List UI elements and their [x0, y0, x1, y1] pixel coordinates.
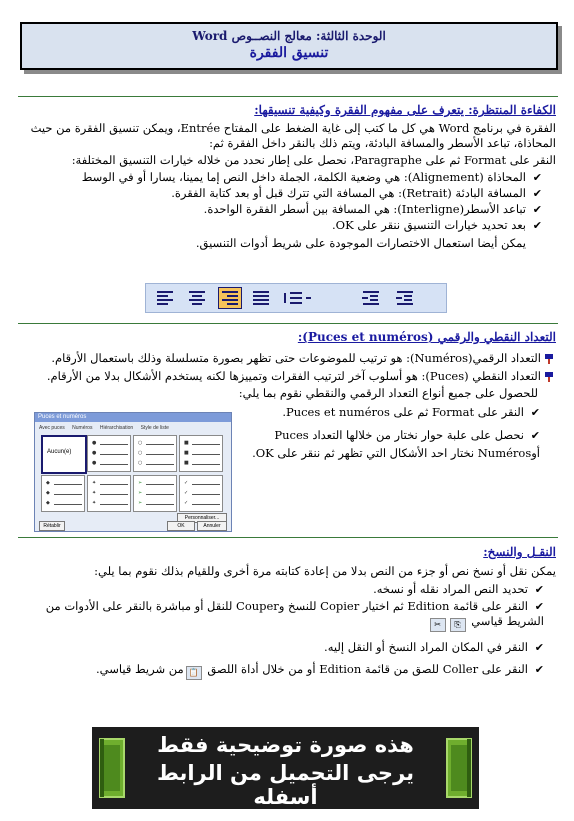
section1-para2: النقر على Format ثم على Paragraphe، نحصل على إطار نحدد من خلاله خيارات التنسيق المختلفة: — [71, 153, 556, 167]
tab-numbers[interactable]: Numéros — [72, 425, 93, 431]
list-item: ✔نحصل على علبة حوار نختار من خلالها التعداد Puces — [274, 428, 540, 442]
bullet-option-none[interactable]: Aucun(e) — [41, 435, 87, 474]
banner-text — [128, 727, 443, 809]
section1-para1: الفقرة في برنامج Word هي كل ما كتب إلى غاية الضغط على المفتاح Entrée، ويمكن تنسيق الفقرة من حيث المحاذاة، تباعد الأسطر والمسافة البادئة، ويتم ذلك بالنقر داخل الفقرة ثم: — [30, 121, 556, 150]
pin-icon — [544, 371, 554, 382]
list-item: ✔النقر على قائمة Edition ثم اختيار Copier للنسخ وCouper للنقل أو مباشرة بالنقر على الأدوات من الشريط قياسي ⎘✂ — [18, 599, 544, 632]
check-icon: ✔ — [530, 429, 540, 442]
dialog-title: Puces et numéros — [35, 413, 231, 422]
bullet-option[interactable]: ○ ○ ○ — [133, 435, 177, 472]
check-icon: ✔ — [532, 219, 542, 232]
tab-outline[interactable]: Hiérarchisation — [99, 425, 134, 431]
pin-icon — [544, 353, 554, 364]
cut-icon: ✂ — [430, 618, 446, 632]
list-item: ✔النقر على Format ثم على Puces et numéros. — [282, 405, 540, 419]
list-item: أوNuméros نختار احد الأشكال التي تظهر ثم ننقر على OK. — [252, 446, 540, 460]
list-item: ✔تباعد الأسطر(Interligne): هي المسافة بين أسطر الفقرة الواحدة. — [203, 202, 542, 216]
unit-title: الوحدة الثالثة: معالج النصــوص Word — [192, 29, 386, 43]
book-icon — [443, 735, 473, 801]
divider — [18, 323, 558, 324]
customize-button[interactable]: Personnaliser... — [177, 513, 227, 523]
list-item: ✔المحاذاة (Alignement): هي وضعية الكلمة، الجملة داخل النص إما يمينا، يسارا أو في الوسط — [81, 170, 542, 184]
section2-title: التعداد النقطي والرقمي (Puces et numéros): — [297, 330, 556, 344]
paste-icon: 📋 — [186, 666, 202, 680]
tab-list-style[interactable]: Style de liste — [140, 425, 169, 431]
section1-note: يمكن أيضا استعمال الاختصارات الموجودة على شريط أدوات التنسيق. — [195, 236, 526, 250]
list-item: ✔المسافة البادئة (Retrait): هي المسافة التي تترك قبل أو بعد كتابة الفقرة. — [171, 186, 542, 200]
section1-title: الكفاءة المنتظرة: يتعرف على مفهوم الفقرة وكيفية تنسيقها: — [254, 103, 556, 117]
title-box — [20, 22, 558, 70]
decrease-indent-icon — [360, 288, 382, 308]
dialog-tabs — [39, 425, 175, 431]
bullets-dialog — [34, 412, 232, 532]
list-item: ✔تحديد النص المراد نقله أو نسخه. — [373, 582, 544, 596]
check-icon: ✔ — [532, 187, 542, 200]
line-spacing-icon — [280, 288, 314, 308]
tab-bullets[interactable]: Avec puces — [39, 425, 65, 431]
book-icon — [98, 735, 128, 801]
bullet-grid — [41, 435, 225, 513]
section3-title: النقـل والنسخ: — [483, 545, 556, 559]
bullet-option[interactable]: ● ● ● — [87, 435, 131, 472]
ok-button[interactable]: OK — [167, 521, 195, 531]
bullet-option[interactable]: ■ ■ ■ — [179, 435, 223, 472]
check-icon: ✔ — [534, 600, 544, 613]
bullet-option[interactable]: ✓ ✓ ✓ — [179, 475, 223, 512]
check-icon: ✔ — [534, 641, 544, 654]
increase-indent-icon — [394, 288, 416, 308]
section2-intro: للحصول على جميع أنواع التعداد الرقمي والنقطي نقوم بما يلي: — [238, 386, 538, 400]
check-icon: ✔ — [532, 171, 542, 184]
align-right-icon — [218, 287, 242, 309]
bullet-option[interactable]: ◆ ◆ ◆ — [41, 475, 85, 512]
list-item: ✔النقر على Coller للصق من قائمة Edition أو من خلال أداة اللصق 📋من شريط قياسي. — [96, 662, 544, 680]
list-item: التعداد النقطي (Puces): هو أسلوب آخر لترتيب الفقرات وتمييزها لكنه يستخدم الأشكال بدلا من الأرقام. — [47, 369, 554, 384]
lesson-title: تنسيق الفقرة — [249, 45, 329, 61]
banner-line-1: هذه صورة توضيحية فقط — [157, 733, 414, 757]
check-icon: ✔ — [530, 406, 540, 419]
formatting-toolbar — [145, 283, 447, 313]
align-left-icon — [154, 288, 176, 308]
check-icon: ✔ — [534, 583, 544, 596]
align-center-icon — [186, 288, 208, 308]
list-item: ✔النقر في المكان المراد النسخ أو النقل إليه. — [324, 640, 544, 654]
check-icon: ✔ — [532, 203, 542, 216]
copy-icon: ⎘ — [450, 618, 466, 632]
cancel-button[interactable]: Annuler — [197, 521, 227, 531]
check-icon: ✔ — [534, 663, 544, 676]
bullet-option[interactable]: ➢ ➢ ➢ — [133, 475, 177, 512]
download-banner — [92, 727, 479, 809]
list-item: التعداد الرقمي(Numéros): هو ترتيب للموضوعات حتى تظهر بصورة متسلسلة وذلك باستعمال الأرقام. — [51, 351, 554, 366]
list-item: ✔بعد تحديد خيارات التنسيق ننقر على OK. — [331, 218, 542, 232]
bullet-option[interactable]: ✦ ✦ ✦ — [87, 475, 131, 512]
banner-line-2: يرجى التحميل من الرابط أسفله — [156, 761, 415, 809]
section3-intro: يمكن نقل أو نسخ نص أو جزء من النص بدلا من إعادة كتابته مرة أخرى وللقيام بذلك نقوم بما يلي: — [94, 564, 556, 578]
divider — [18, 537, 558, 538]
divider — [18, 96, 558, 97]
justify-icon — [250, 288, 272, 308]
reset-button[interactable]: Rétablir — [39, 521, 65, 531]
